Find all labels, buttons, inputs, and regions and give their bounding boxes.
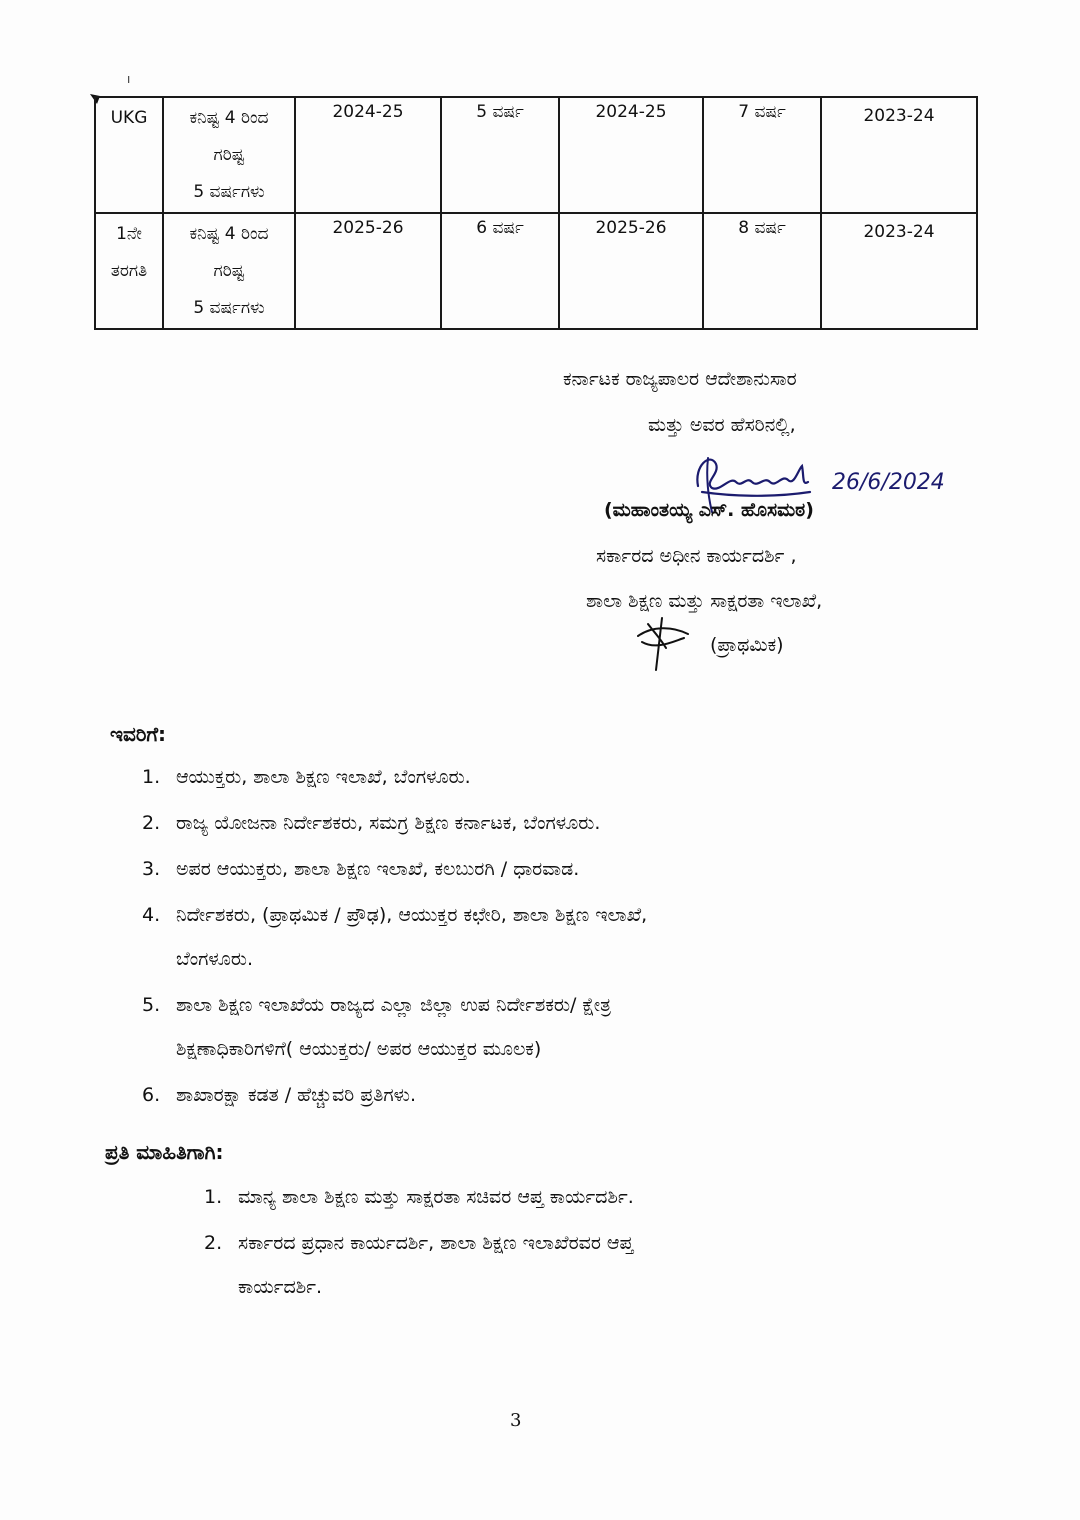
age-cell (441, 97, 559, 213)
age-range-cell (163, 97, 295, 213)
year-cell (821, 97, 977, 213)
year-value: 2025-26 (595, 218, 667, 238)
item-number: 1. (142, 766, 161, 788)
list-item (142, 904, 922, 970)
list-item (142, 1084, 922, 1106)
age-range-line: 5 ವರ್ಷಗಳು (193, 298, 265, 318)
class-label: UKG (110, 108, 148, 128)
list-item (142, 812, 922, 834)
signatory-name: (ಮಹಾಂತಯ್ಯ ಎಸ್. ಹೊಸಮಠ) (604, 499, 814, 521)
class-cell (95, 97, 163, 213)
age-range-line: ಗರಿಷ್ಟ (213, 261, 245, 281)
age-cell (703, 97, 821, 213)
age-eligibility-table (94, 96, 978, 330)
year-value: 2025-26 (332, 218, 404, 238)
copy-heading: ಪ್ರತಿ ಮಾಹಿತಿಗಾಗಿ: (105, 1140, 224, 1164)
margin-mark: ı (127, 72, 131, 86)
item-number: 2. (142, 812, 161, 834)
item-text: ಅಪರ ಆಯುಕ್ತರು, ಶಾಲಾ ಶಿಕ್ಷಣ ಇಲಾಖೆ, ಕಲಬುರಗಿ / ಧಾರವಾಡ. (176, 858, 580, 880)
item-text: ಶಾಖಾರಕ್ಷಾ ಕಡತ / ಹೆಚ್ಚುವರಿ ಪ್ರತಿಗಳು. (176, 1084, 417, 1106)
item-text-continued: ಕಾರ್ಯದರ್ಶಿ. (238, 1276, 323, 1298)
item-text: ಆಯುಕ್ತರು, ಶಾಲಾ ಶಿಕ್ಷಣ ಇಲಾಖೆ, ಬೆಂಗಳೂರು. (176, 766, 471, 788)
item-number: 6. (142, 1084, 161, 1106)
age-range-line: ಕನಿಷ್ಟ 4 ರಿಂದ (189, 224, 269, 244)
list-item (142, 766, 922, 788)
item-text-continued: ಶಿಕ್ಷಣಾಧಿಕಾರಿಗಳಿಗೆ( ಆಯುಕ್ತರು/ ಅಪರ ಆಯುಕ್ತರ ಮೂಲಕ) (176, 1038, 542, 1060)
recipients-list (142, 766, 922, 1130)
table-row (95, 213, 977, 329)
age-range-line: 5 ವರ್ಷಗಳು (193, 182, 265, 202)
handwritten-date: 26/6/2024 (832, 470, 945, 495)
item-number: 1. (204, 1186, 223, 1208)
year-value: 2023-24 (863, 222, 935, 242)
year-cell (295, 213, 441, 329)
class-label: 1ನೇ (116, 224, 142, 244)
year-cell (295, 97, 441, 213)
year-cell (821, 213, 977, 329)
age-range-line: ಕನಿಷ್ಟ 4 ರಿಂದ (189, 108, 269, 128)
age-range-line: ಗರಿಷ್ಟ (213, 145, 245, 165)
page-number: 3 (510, 1410, 522, 1431)
year-value: 2023-24 (863, 106, 935, 126)
year-cell (559, 97, 703, 213)
item-text: ನಿರ್ದೇಶಕರು, (ಪ್ರಾಥಮಿಕ / ಪ್ರೌಢ), ಆಯುಕ್ತರ ಕಛೇರಿ, ಶಾಲಾ ಶಿಕ್ಷಣ ಇಲಾಖೆ, (176, 904, 648, 926)
item-number: 2. (204, 1232, 223, 1254)
copy-list (204, 1186, 944, 1322)
year-value: 2024-25 (332, 102, 404, 122)
signatory-section: (ಪ್ರಾಥಮಿಕ) (710, 634, 784, 656)
signatory-designation: ಸರ್ಕಾರದ ಅಧೀನ ಕಾರ್ಯದರ್ಶಿ , (596, 545, 797, 567)
table-row (95, 97, 977, 213)
class-cell (95, 213, 163, 329)
item-number: 4. (142, 904, 161, 926)
list-item (204, 1232, 944, 1298)
age-cell (441, 213, 559, 329)
year-value: 2024-25 (595, 102, 667, 122)
year-cell (559, 213, 703, 329)
class-label: ತರಗತಿ (110, 261, 148, 281)
item-number: 5. (142, 994, 161, 1016)
item-number: 3. (142, 858, 161, 880)
age-value: 6 ವರ್ಷ (476, 218, 524, 238)
age-value: 7 ವರ್ಷ (738, 102, 786, 122)
initial-mark (632, 612, 692, 672)
age-range-cell (163, 213, 295, 329)
order-line: ಕರ್ನಾಟಕ ರಾಜ್ಯಪಾಲರ ಆದೇಶಾನುಸಾರ (563, 368, 797, 390)
age-value: 8 ವರ್ಷ (738, 218, 786, 238)
recipients-heading: ಇವರಿಗೆ: (110, 722, 167, 746)
list-item (142, 994, 922, 1060)
age-value: 5 ವರ್ಷ (476, 102, 524, 122)
item-text: ರಾಜ್ಯ ಯೋಜನಾ ನಿರ್ದೇಶಕರು, ಸಮಗ್ರ ಶಿಕ್ಷಣ ಕರ್ನಾಟಕ, ಬೆಂಗಳೂರು. (176, 812, 601, 834)
in-name-line: ಮತ್ತು ಅವರ ಹೆಸರಿನಲ್ಲಿ, (648, 414, 796, 436)
age-cell (703, 213, 821, 329)
item-text-continued: ಬೆಂಗಳೂರು. (176, 948, 254, 970)
list-item (142, 858, 922, 880)
signatory-department: ಶಾಲಾ ಶಿಕ್ಷಣ ಮತ್ತು ಸಾಕ್ಷರತಾ ಇಲಾಖೆ, (586, 590, 823, 612)
item-text: ಮಾನ್ಯ ಶಾಲಾ ಶಿಕ್ಷಣ ಮತ್ತು ಸಾಕ್ಷರತಾ ಸಚಿವರ ಆಪ್ತ ಕಾರ್ಯದರ್ಶಿ. (238, 1186, 634, 1208)
list-item (204, 1186, 944, 1208)
item-text: ಶಾಲಾ ಶಿಕ್ಷಣ ಇಲಾಖೆಯ ರಾಜ್ಯದ ಎಲ್ಲಾ ಜಿಲ್ಲಾ ಉಪ ನಿರ್ದೇಶಕರು/ ಕ್ಷೇತ್ರ (176, 994, 612, 1016)
item-text: ಸರ್ಕಾರದ ಪ್ರಧಾನ ಕಾರ್ಯದರ್ಶಿ, ಶಾಲಾ ಶಿಕ್ಷಣ ಇಲಾಖೆರವರ ಆಪ್ತ (238, 1232, 634, 1254)
